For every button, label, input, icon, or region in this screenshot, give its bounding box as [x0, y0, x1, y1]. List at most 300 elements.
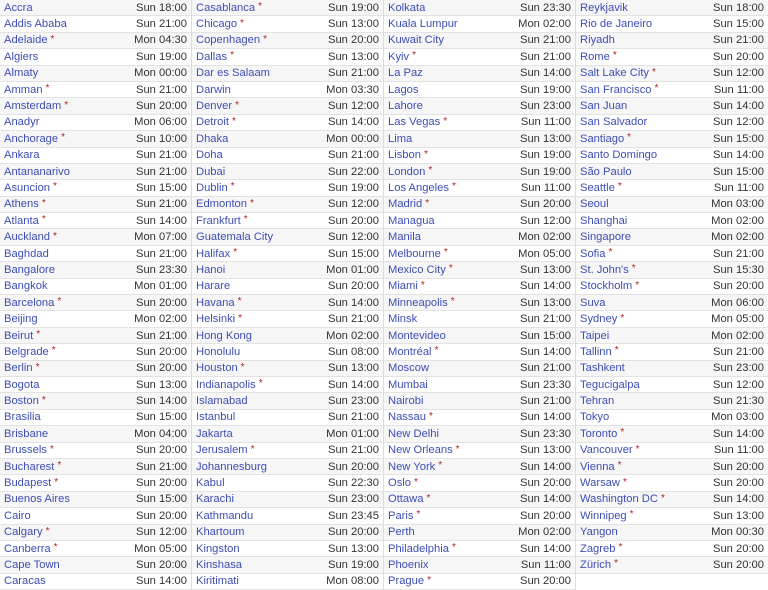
city-link[interactable]: Kabul: [196, 477, 225, 490]
city-link[interactable]: London: [388, 165, 426, 178]
city-link[interactable]: Kathmandu: [196, 509, 254, 522]
city-link[interactable]: Suva: [580, 296, 606, 309]
city-link[interactable]: Lagos: [388, 83, 419, 96]
dst-marker: *: [635, 279, 640, 291]
city-cell: [388, 2, 425, 14]
city-link[interactable]: Vancouver: [580, 444, 633, 457]
city-link[interactable]: Ottawa: [388, 493, 424, 506]
clock-row: [192, 541, 383, 557]
city-link[interactable]: Edmonton: [196, 198, 247, 211]
dst-marker: *: [240, 17, 244, 29]
local-time: Sun 14:00: [519, 460, 571, 473]
city-link[interactable]: Atlanta: [4, 214, 39, 227]
city-cell: [196, 18, 244, 30]
clock-row: [0, 115, 191, 131]
city-link[interactable]: Kingston: [196, 542, 240, 555]
city-link[interactable]: Hanoi: [196, 263, 226, 276]
city-link[interactable]: Oslo: [388, 477, 412, 490]
city-link[interactable]: Brussels: [4, 444, 47, 457]
city-link[interactable]: Sofia: [580, 247, 606, 260]
local-time: Sun 23:30: [135, 263, 187, 276]
city-cell: [388, 411, 433, 423]
dst-marker: *: [412, 50, 417, 62]
local-time: Sun 13:00: [327, 542, 379, 555]
city-link[interactable]: Winnipeg: [580, 509, 627, 522]
clock-row: [576, 197, 768, 213]
dst-marker: *: [425, 197, 430, 209]
city-link[interactable]: Nairobi: [388, 395, 424, 408]
city-cell: [580, 149, 657, 161]
local-time: Sun 21:00: [135, 149, 187, 162]
local-time: Sun 12:00: [712, 378, 764, 391]
city-link[interactable]: Chicago: [196, 18, 238, 31]
city-link[interactable]: Shanghai: [580, 214, 628, 227]
city-link[interactable]: Dubai: [196, 165, 226, 178]
city-cell: [196, 510, 253, 522]
city-link[interactable]: San Juan: [580, 100, 628, 113]
city-link[interactable]: Brisbane: [4, 427, 49, 440]
clock-column: [192, 0, 384, 590]
clock-row: [576, 508, 768, 524]
city-link[interactable]: Jerusalem: [196, 444, 248, 457]
local-time: Sun 23:30: [519, 378, 571, 391]
city-link[interactable]: Nassau: [388, 411, 426, 424]
city-link[interactable]: Mumbai: [388, 378, 428, 391]
city-link[interactable]: Ankara: [4, 149, 40, 162]
city-link[interactable]: Jakarta: [196, 427, 233, 440]
dst-marker: *: [617, 181, 622, 193]
local-time: Sun 21:00: [712, 247, 764, 260]
dst-marker: *: [612, 50, 617, 62]
clock-row: [192, 361, 383, 377]
city-link[interactable]: Auckland: [4, 231, 51, 244]
clock-row: [192, 197, 383, 213]
clock-row: [576, 164, 768, 180]
clock-row: [0, 246, 191, 262]
city-link[interactable]: Melbourne: [388, 247, 441, 260]
clock-row: [0, 344, 191, 360]
city-link[interactable]: Helsinki: [196, 313, 236, 326]
city-link[interactable]: Denver: [196, 100, 233, 113]
city-link[interactable]: Kuwait City: [388, 34, 444, 47]
city-cell: [196, 313, 242, 325]
local-time: Sun 14:00: [135, 214, 187, 227]
empty-row: [576, 574, 768, 590]
city-link[interactable]: Yangon: [580, 526, 618, 539]
dst-marker: *: [414, 476, 418, 488]
local-time: Sun 13:00: [327, 50, 379, 63]
local-time: Sun 21:00: [135, 247, 187, 260]
city-link[interactable]: Anchorage: [4, 132, 59, 145]
city-link[interactable]: Montréal: [388, 345, 432, 358]
local-time: Sun 13:00: [327, 18, 379, 31]
city-link[interactable]: New York: [388, 460, 436, 473]
clock-row: [192, 148, 383, 164]
city-cell: [580, 395, 614, 407]
city-link[interactable]: Johannesburg: [196, 460, 267, 473]
city-link[interactable]: Adelaide: [4, 34, 48, 47]
local-time: Sun 19:00: [519, 149, 571, 162]
city-cell: [4, 510, 31, 522]
city-link[interactable]: Kyiv: [388, 50, 410, 63]
local-time: Mon 05:00: [134, 542, 187, 555]
city-link[interactable]: Tashkent: [580, 362, 625, 375]
clock-row: [192, 213, 383, 229]
clock-row: [576, 377, 768, 393]
city-cell: [4, 330, 40, 342]
city-link[interactable]: Kiritimati: [196, 575, 239, 588]
city-cell: [388, 34, 444, 46]
city-link[interactable]: Lima: [388, 132, 413, 145]
local-time: Sun 20:00: [519, 198, 571, 211]
local-time: Sun 20:00: [519, 575, 571, 588]
city-link[interactable]: Bogota: [4, 378, 40, 391]
clock-row: [384, 508, 575, 524]
city-link[interactable]: San Francisco: [580, 83, 652, 96]
city-link[interactable]: Barcelona: [4, 296, 55, 309]
city-cell: [580, 18, 652, 30]
city-link[interactable]: Anadyr: [4, 116, 40, 129]
city-link[interactable]: Brasilia: [4, 411, 41, 424]
dst-marker: *: [443, 247, 448, 259]
city-link[interactable]: Minsk: [388, 313, 418, 326]
city-link[interactable]: Copenhagen: [196, 34, 261, 47]
city-link[interactable]: Miami: [388, 280, 418, 293]
city-link[interactable]: Guatemala City: [196, 231, 274, 244]
local-time: Sun 23:00: [519, 100, 571, 113]
city-link[interactable]: Asuncion: [4, 181, 51, 194]
local-time: Sun 08:00: [327, 345, 379, 358]
city-cell: [580, 231, 631, 243]
city-link[interactable]: Dar es Salaam: [196, 67, 270, 80]
city-link[interactable]: Zagreb: [580, 542, 616, 555]
local-time: Sun 14:00: [712, 149, 764, 162]
city-link[interactable]: Tallinn: [580, 345, 612, 358]
city-link[interactable]: Indianapolis: [196, 378, 256, 391]
clock-row: [576, 16, 768, 32]
city-link[interactable]: Kuala Lumpur: [388, 18, 458, 31]
city-link[interactable]: Caracas: [4, 575, 46, 588]
local-time: Sun 14:00: [519, 280, 571, 293]
city-link[interactable]: Paris: [388, 509, 414, 522]
local-time: Sun 23:30: [519, 1, 571, 14]
local-time: Mon 02:00: [518, 231, 571, 244]
city-link[interactable]: Belgrade: [4, 345, 49, 358]
local-time: Sun 21:00: [135, 18, 187, 31]
city-cell: [4, 411, 41, 423]
local-time: Sun 20:00: [327, 34, 379, 47]
city-cell: [196, 297, 241, 309]
city-link[interactable]: Baghdad: [4, 247, 49, 260]
city-link[interactable]: Reykjavik: [580, 1, 628, 14]
dst-marker: *: [635, 443, 640, 455]
city-link[interactable]: Washington DC: [580, 493, 658, 506]
city-link[interactable]: Halifax: [196, 247, 231, 260]
clock-row: [0, 229, 191, 245]
city-link[interactable]: Darwin: [196, 83, 231, 96]
city-cell: [196, 543, 240, 555]
local-time: Sun 14:00: [712, 427, 764, 440]
city-link[interactable]: Addis Ababa: [4, 18, 67, 31]
city-link[interactable]: Cape Town: [4, 558, 60, 571]
city-link[interactable]: Santo Domingo: [580, 149, 658, 162]
clock-row: [0, 459, 191, 475]
clock-row: [192, 16, 383, 32]
city-link[interactable]: São Paulo: [580, 165, 632, 178]
city-link[interactable]: Buenos Aires: [4, 493, 70, 506]
local-time: Sun 11:00: [520, 181, 571, 194]
clock-row: [192, 410, 383, 426]
clock-row: [384, 426, 575, 442]
clock-row: [384, 344, 575, 360]
local-time: Sun 21:00: [519, 34, 571, 47]
city-link[interactable]: Tehran: [580, 395, 615, 408]
local-time: Sun 13:00: [519, 296, 571, 309]
city-cell: [196, 461, 267, 473]
city-link[interactable]: Salt Lake City: [580, 67, 650, 80]
city-link[interactable]: Dhaka: [196, 132, 229, 145]
clock-row: [192, 426, 383, 442]
local-time: Sun 21:00: [519, 50, 571, 63]
city-link[interactable]: Dallas: [196, 50, 228, 63]
city-link[interactable]: Santiago: [580, 132, 625, 145]
city-link[interactable]: Calgary: [4, 526, 43, 539]
city-cell: [580, 477, 627, 489]
city-cell: [580, 330, 609, 342]
dst-marker: *: [64, 99, 69, 111]
city-link[interactable]: Havana: [196, 296, 235, 309]
local-time: Mon 00:00: [134, 67, 187, 80]
dst-marker: *: [428, 410, 433, 422]
local-time: Sun 21:00: [327, 444, 379, 457]
clock-row: [384, 33, 575, 49]
city-link[interactable]: Honolulu: [196, 345, 241, 358]
city-link[interactable]: Rome: [580, 50, 610, 63]
dst-marker: *: [654, 83, 659, 95]
city-link[interactable]: Karachi: [196, 493, 234, 506]
dst-marker: *: [448, 263, 453, 275]
city-cell: [580, 215, 627, 227]
city-link[interactable]: Seattle: [580, 181, 615, 194]
city-link[interactable]: Moscow: [388, 362, 430, 375]
city-link[interactable]: Accra: [4, 1, 33, 14]
city-link[interactable]: Philadelphia: [388, 542, 449, 555]
city-link[interactable]: Warsaw: [580, 477, 620, 490]
city-cell: [388, 264, 453, 276]
city-link[interactable]: Bangalore: [4, 263, 56, 276]
city-link[interactable]: Toronto: [580, 427, 618, 440]
city-cell: [4, 559, 60, 571]
clock-row: [576, 0, 768, 16]
city-cell: [580, 84, 658, 96]
dst-marker: *: [627, 132, 632, 144]
city-cell: [196, 248, 237, 260]
city-link[interactable]: Riyadh: [580, 34, 615, 47]
clock-row: [384, 246, 575, 262]
city-link[interactable]: Seoul: [580, 198, 609, 211]
local-time: Sun 14:00: [519, 411, 571, 424]
city-link[interactable]: Canberra: [4, 542, 51, 555]
city-link[interactable]: Amsterdam: [4, 100, 62, 113]
city-link[interactable]: Beirut: [4, 329, 34, 342]
city-link[interactable]: Prague: [388, 575, 425, 588]
city-link[interactable]: Amman: [4, 83, 43, 96]
city-link[interactable]: Istanbul: [196, 411, 236, 424]
city-link[interactable]: Kolkata: [388, 1, 426, 14]
clock-row: [384, 229, 575, 245]
city-link[interactable]: Stockholm: [580, 280, 633, 293]
city-link[interactable]: Beijing: [4, 313, 38, 326]
local-time: Sun 20:00: [135, 477, 187, 490]
city-link[interactable]: Zürich: [580, 558, 612, 571]
city-link[interactable]: Perth: [388, 526, 415, 539]
local-time: Sun 14:00: [519, 67, 571, 80]
dst-marker: *: [434, 345, 439, 357]
dst-marker: *: [230, 181, 235, 193]
city-cell: [4, 34, 54, 46]
clock-column: [576, 0, 768, 590]
city-link[interactable]: Harare: [196, 280, 231, 293]
clock-row: [384, 98, 575, 114]
dst-marker: *: [57, 296, 62, 308]
local-time: Sun 20:00: [712, 558, 764, 571]
city-link[interactable]: Houston: [196, 362, 238, 375]
clock-row: [0, 328, 191, 344]
city-cell: [4, 248, 49, 260]
city-cell: [4, 346, 56, 358]
city-link[interactable]: Rio de Janeiro: [580, 18, 653, 31]
dst-marker: *: [36, 329, 41, 340]
local-time: Sun 23:00: [327, 395, 379, 408]
city-link[interactable]: Hong Kong: [196, 329, 252, 342]
city-link[interactable]: Singapore: [580, 231, 632, 244]
local-time: Sun 12:00: [327, 198, 379, 211]
clock-row: [576, 246, 768, 262]
city-cell: [580, 166, 632, 178]
city-link[interactable]: Mexico City: [388, 263, 446, 276]
city-link[interactable]: Lisbon: [388, 149, 421, 162]
local-time: Mon 02:00: [518, 526, 571, 539]
dst-marker: *: [53, 542, 58, 554]
city-link[interactable]: New Delhi: [388, 427, 439, 440]
city-cell: [4, 67, 38, 79]
clock-row: [0, 443, 191, 459]
city-link[interactable]: Khartoum: [196, 526, 245, 539]
local-time: Sun 21:30: [712, 395, 764, 408]
city-link[interactable]: Managua: [388, 214, 435, 227]
clock-row: [576, 475, 768, 491]
city-link[interactable]: Boston: [4, 395, 39, 408]
dst-marker: *: [623, 476, 627, 488]
city-link[interactable]: Madrid: [388, 198, 423, 211]
city-cell: [388, 100, 423, 112]
city-link[interactable]: Vienna: [580, 460, 615, 473]
city-link[interactable]: Antananarivo: [4, 165, 70, 178]
local-time: Sun 12:00: [519, 214, 571, 227]
city-cell: [580, 346, 619, 358]
city-link[interactable]: Algiers: [4, 50, 39, 63]
city-cell: [4, 526, 49, 538]
dst-marker: *: [50, 33, 55, 45]
city-link[interactable]: Bangkok: [4, 280, 48, 293]
clock-row: [0, 295, 191, 311]
city-cell: [388, 510, 420, 522]
city-link[interactable]: Casablanca: [196, 1, 256, 14]
city-link[interactable]: Phoenix: [388, 558, 429, 571]
local-time: Sun 14:00: [712, 493, 764, 506]
city-link[interactable]: Berlin: [4, 362, 33, 375]
clock-row: [192, 98, 383, 114]
local-time: Sun 15:00: [712, 132, 764, 145]
local-time: Sun 13:00: [712, 509, 764, 522]
clock-row: [0, 508, 191, 524]
clock-row: [576, 557, 768, 573]
dst-marker: *: [35, 361, 40, 373]
city-link[interactable]: Almaty: [4, 67, 39, 80]
city-link[interactable]: Montevideo: [388, 329, 446, 342]
city-link[interactable]: Doha: [196, 149, 223, 162]
city-link[interactable]: Lahore: [388, 100, 423, 113]
local-time: Sun 11:00: [713, 444, 764, 457]
city-cell: [580, 362, 625, 374]
dst-marker: *: [53, 181, 57, 193]
dst-marker: *: [230, 50, 234, 62]
city-link[interactable]: Kinshasa: [196, 558, 243, 571]
city-link[interactable]: Budapest: [4, 477, 52, 490]
city-link[interactable]: St. John's: [580, 263, 629, 276]
local-time: Sun 20:00: [327, 460, 379, 473]
local-time: Sun 14:00: [135, 575, 187, 588]
city-link[interactable]: Manila: [388, 231, 421, 244]
city-cell: [580, 51, 617, 63]
city-cell: [196, 444, 255, 456]
city-link[interactable]: Islamabad: [196, 395, 248, 408]
city-link[interactable]: Detroit: [196, 116, 229, 129]
city-cell: [196, 2, 262, 14]
city-link[interactable]: Tokyo: [580, 411, 610, 424]
local-time: Sun 14:00: [327, 296, 379, 309]
city-link[interactable]: Los Angeles: [388, 181, 449, 194]
dst-marker: *: [235, 99, 239, 111]
city-link[interactable]: Sydney: [580, 313, 618, 326]
local-time: Sun 21:00: [135, 198, 187, 211]
city-link[interactable]: Dublin: [196, 181, 228, 194]
local-time: Sun 13:00: [519, 132, 571, 145]
city-link[interactable]: San Salvador: [580, 116, 648, 129]
city-cell: [388, 198, 429, 210]
clock-row: [384, 492, 575, 508]
clock-row: [0, 492, 191, 508]
city-cell: [196, 575, 239, 587]
city-cell: [4, 297, 61, 309]
city-cell: [4, 100, 68, 112]
clock-row: [0, 410, 191, 426]
city-cell: [580, 379, 640, 391]
city-link[interactable]: Bucharest: [4, 460, 55, 473]
city-link[interactable]: La Paz: [388, 67, 423, 80]
city-link[interactable]: New Orleans: [388, 444, 453, 457]
city-link[interactable]: Cairo: [4, 509, 31, 522]
city-link[interactable]: Frankfurt: [196, 214, 241, 227]
local-time: Mon 06:00: [134, 116, 187, 129]
city-link[interactable]: Las Vegas: [388, 116, 441, 129]
city-cell: [580, 543, 622, 555]
city-cell: [388, 18, 458, 30]
city-link[interactable]: Taipei: [580, 329, 610, 342]
city-link[interactable]: Athens: [4, 198, 39, 211]
city-link[interactable]: Minneapolis: [388, 296, 448, 309]
city-link[interactable]: Tegucigalpa: [580, 378, 640, 391]
